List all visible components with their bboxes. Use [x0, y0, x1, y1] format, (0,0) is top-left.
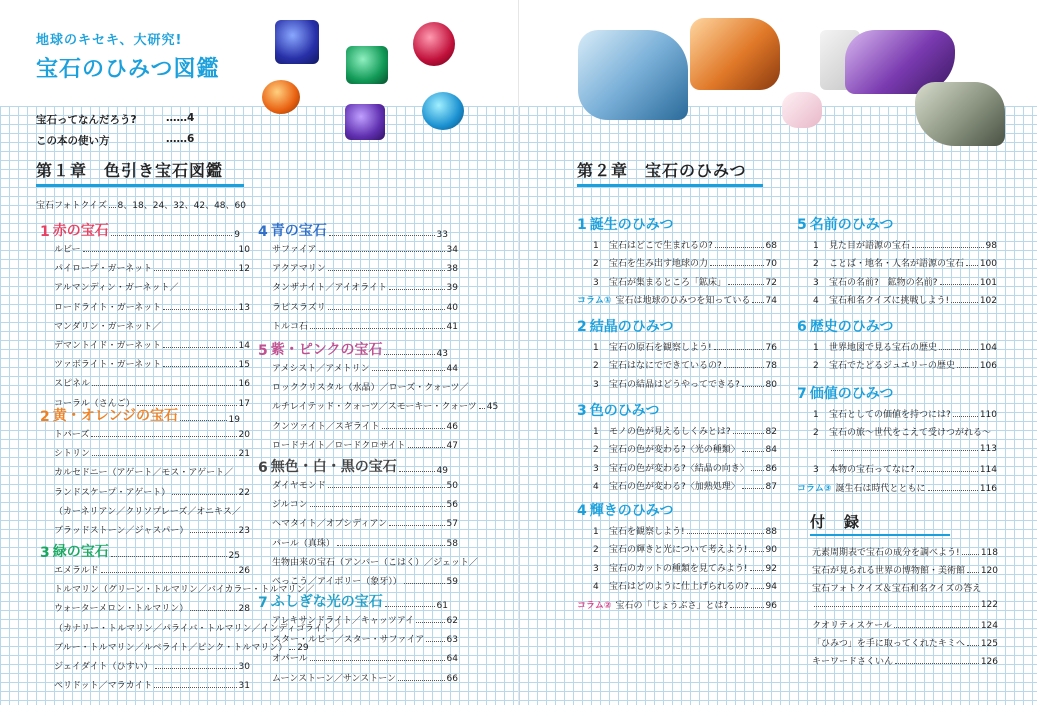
secret-list-item[interactable]: 1 世界地図で見る宝石の歴史 104: [813, 343, 997, 353]
gem-list-item[interactable]: ペリドット／マラカイト 31: [54, 681, 250, 692]
book-subtitle: 地球のキセキ、大研究!: [36, 33, 183, 48]
gem-list-item[interactable]: ルチレイテッド・クォーツ／スモーキー・クォーツ 45: [272, 402, 499, 413]
chapter-1-section-5[interactable]: 5 紫・ピンクの宝石 43: [258, 342, 448, 359]
chapter-1-section-1[interactable]: 1 赤の宝石 9: [40, 223, 240, 240]
topaz-crystal-icon: [690, 18, 780, 90]
gem-list-item[interactable]: （カーネリアン／クリソプレーズ／オニキス／: [54, 506, 241, 517]
gem-list-item[interactable]: ムーンストーン／サンストーン 66: [272, 673, 458, 684]
chapter-2-title: 第２章 宝石のひみつ: [577, 161, 747, 180]
secret-list-item[interactable]: 3 本物の宝石ってなに? 114: [813, 465, 997, 476]
rose-quartz-icon: [782, 92, 822, 128]
chapter-1-section-7[interactable]: 7 ふしぎな光の宝石 61: [258, 594, 448, 611]
chapter-1-section-2[interactable]: 2 黄・オレンジの宝石 19: [40, 408, 240, 425]
book-title: 宝石のひみつ図鑑: [36, 57, 220, 82]
chapter-2-section-6[interactable]: 6 歴史のひみつ: [797, 319, 894, 335]
emerald-gem-icon: [346, 46, 388, 84]
gem-list-item[interactable]: アメシスト／アメトリン 44: [272, 364, 458, 374]
gem-list-item[interactable]: アルマンディン・ガーネット／: [54, 283, 179, 294]
secret-list-item[interactable]: 2 宝石の色が変わる?〈光の種類〉 84: [593, 445, 777, 456]
secret-list-item[interactable]: 1 宝石の原石を観察しよう! 76: [593, 343, 777, 353]
gem-list-item[interactable]: エメラルド 26: [54, 566, 250, 576]
secret-list-item[interactable]: 1 宝石を観察しよう! 88: [593, 527, 777, 537]
secret-list-item[interactable]: 2 ことば・地名・人名が語源の宝石 100: [813, 259, 997, 270]
secret-list-item[interactable]: 2 宝石でたどるジュエリーの歴史 106: [813, 361, 997, 372]
gem-list-item[interactable]: クンツァイト／スギライト 46: [272, 421, 458, 432]
chapter-2-section-1[interactable]: 1 誕生のひみつ: [577, 217, 674, 233]
gem-list-item[interactable]: ダイヤモンド 50: [272, 481, 458, 491]
column-item[interactable]: コラム① 宝石は地球のひみつを知っている 74: [577, 296, 777, 307]
appendix-item[interactable]: 「ひみつ」を手に取ってくれたキミへ 125: [812, 639, 998, 649]
chapter-1-section-3[interactable]: 3 緑の宝石 25: [40, 544, 240, 561]
appendix-item[interactable]: クオリティスケール 124: [812, 620, 998, 631]
chapter-1-section-6[interactable]: 6 無色・白・黒の宝石 49: [258, 459, 448, 476]
chapter-2-section-7[interactable]: 7 価値のひみつ: [797, 386, 894, 402]
chapter-1-section-4[interactable]: 4 青の宝石 33: [258, 223, 448, 240]
secret-list-item[interactable]: 1 宝石はどこで生まれるの? 68: [593, 241, 777, 251]
gem-list-item[interactable]: カルセドニー（アゲート／モス・アゲート／: [54, 468, 234, 479]
appendix-item[interactable]: 宝石フォトクイズ＆宝石和名クイズの答え: [812, 584, 982, 595]
gem-list-item[interactable]: ルビー 10: [54, 245, 250, 255]
sapphire-gem-icon: [275, 20, 319, 64]
gem-list-item[interactable]: アクアマリン 38: [272, 264, 458, 275]
gem-list-item[interactable]: シトリン 21: [54, 449, 250, 460]
chapter-1-underline: [36, 184, 244, 187]
gem-list-item[interactable]: ツァボライト・ガーネット 15: [54, 360, 250, 371]
gem-list-item[interactable]: べっこう／アイボリー（象牙）） 59: [272, 577, 458, 587]
gem-list-item[interactable]: ウォーターメロン・トルマリン） 28: [54, 604, 250, 615]
gem-list-item[interactable]: マンダリン・ガーネット／: [54, 321, 162, 332]
gem-list-item[interactable]: ロードナイト／ロードクロサイト 47: [272, 440, 458, 451]
secret-list-item[interactable]: 3 宝石のカットの種類を見てみよう! 92: [593, 563, 777, 574]
gem-list-item[interactable]: ブラッドストーン／ジャスパー） 23: [54, 526, 250, 536]
secret-list-item[interactable]: 1 モノの色が見えるしくみとは? 82: [593, 427, 777, 437]
topaz-gem-icon: [422, 92, 464, 130]
gem-list-item[interactable]: ロッククリスタル（水晶）／ローズ・クォーツ／: [272, 383, 469, 394]
secret-list-item[interactable]: 3 宝石の色が変わる?〈結晶の向き〉 86: [593, 463, 777, 474]
gem-list-item[interactable]: ジルコン 56: [272, 500, 458, 511]
aquamarine-crystal-icon: [578, 30, 688, 120]
appendix-item[interactable]: キーワードさくいん 126: [812, 657, 998, 668]
gem-list-item[interactable]: ブルー・トルマリン／ルベライト／ピンク・トルマリン） 29: [54, 642, 309, 653]
gem-list-item[interactable]: サファイア 34: [272, 245, 458, 255]
chapter-2-section-4[interactable]: 4 輝きのひみつ: [577, 503, 674, 519]
secret-list-item[interactable]: 4 宝石和名クイズに挑戦しよう! 102: [813, 296, 997, 307]
secret-list-item[interactable]: 2 宝石の輝きと光について考えよう! 90: [593, 545, 777, 556]
chapter-2-section-5[interactable]: 5 名前のひみつ: [797, 217, 894, 233]
gem-list-item[interactable]: （カナリー・トルマリン／パライバ・トルマリン／インディゴライト／: [54, 623, 341, 634]
ruby-gem-icon: [413, 22, 455, 66]
appendix-item[interactable]: 宝石が見られる世界の博物館・美術館 120: [812, 566, 998, 577]
gem-list-item[interactable]: タンザナイト／アイオライト 39: [272, 283, 458, 294]
intro-item[interactable]: この本の使い方 ……6: [36, 133, 195, 147]
gem-list-item[interactable]: トパーズ 20: [54, 430, 250, 440]
column-item[interactable]: コラム② 宝石の「じょうぶさ」とは? 96: [577, 600, 777, 611]
secret-list-item[interactable]: 4 宝石はどのように仕上げられるの? 94: [593, 582, 777, 593]
gem-list-item[interactable]: ヘマタイト／オブシディアン 57: [272, 519, 458, 530]
gem-list-item[interactable]: ラピスラズリ 40: [272, 302, 458, 313]
gem-list-item[interactable]: オパール 64: [272, 654, 458, 665]
gem-list-item[interactable]: スター・ルビー／スター・サファイア 63: [272, 635, 458, 646]
appendix-underline: [810, 534, 950, 536]
gem-list-item[interactable]: コーラル（さんご） 17: [54, 398, 250, 409]
photo-quiz-row[interactable]: 宝石フォトクイズ 8、18、24、32、42、48、60: [36, 201, 246, 211]
gem-list-item[interactable]: ランドスケープ・アゲート） 22: [54, 487, 250, 498]
appendix-title: 付 録: [810, 513, 862, 531]
secret-list-item[interactable]: 3 宝石の結晶はどうやってできる? 80: [593, 379, 777, 390]
secret-list-item[interactable]: 2 宝石はなにでできているの? 78: [593, 361, 777, 372]
chapter-2-underline: [577, 184, 763, 187]
secret-list-item[interactable]: 1 見た目が語源の宝石 98: [813, 241, 997, 251]
secret-list-item[interactable]: 2 宝石の旅〜世代をこえて受けつがれる〜: [813, 428, 992, 439]
secret-list-item[interactable]: 2 宝石を生み出す地球の力 70: [593, 259, 777, 270]
gem-list-item[interactable]: ジェイダイト（ひすい） 30: [54, 662, 250, 672]
secret-list-item[interactable]: 113: [813, 444, 997, 454]
gem-list-item[interactable]: スピネル 16: [54, 379, 250, 390]
appendix-item[interactable]: 122: [812, 600, 998, 610]
chapter-2-section-2[interactable]: 2 結晶のひみつ: [577, 319, 674, 335]
gem-list-item[interactable]: デマントイド・ガーネット 14: [54, 341, 250, 351]
gem-list-item[interactable]: パイロープ・ガーネット 12: [54, 264, 250, 275]
secret-list-item[interactable]: 4 宝石の色が変わる?〈加熱処理〉 87: [593, 482, 777, 493]
intro-item[interactable]: 宝石ってなんだろう? ……4: [36, 112, 195, 126]
secret-list-item[interactable]: 1 宝石としての価値を持つには? 110: [813, 410, 997, 420]
chapter-2-section-3[interactable]: 3 色のひみつ: [577, 403, 660, 419]
gem-list-item[interactable]: トルコ石 41: [272, 321, 458, 332]
gem-list-item[interactable]: トルマリン（グリーン・トルマリン／バイカラー・トルマリン／: [54, 585, 315, 596]
gem-list-item[interactable]: 生物由来の宝石（アンバー（こはく）／ジェット／: [272, 557, 478, 568]
gem-list-item[interactable]: パール（真珠） 58: [272, 538, 458, 549]
orange-gem-icon: [262, 80, 300, 114]
chapter-1-title: 第１章 色引き宝石図鑑: [36, 161, 224, 180]
purple-gem-icon: [345, 104, 385, 140]
column-item[interactable]: コラム③ 誕生石は時代とともに 116: [797, 483, 997, 494]
secret-list-item[interactable]: 3 宝石の名前? 鉱物の名前? 101: [813, 277, 997, 288]
secret-list-item[interactable]: 3 宝石が集まるところ「鉱床」 72: [593, 277, 777, 288]
gem-list-item[interactable]: ロードライト・ガーネット 13: [54, 302, 250, 313]
appendix-item[interactable]: 元素周期表で宝石の成分を調べよう! 118: [812, 548, 998, 558]
gem-list-item[interactable]: アレキサンドライト／キャッツアイ 62: [272, 616, 458, 626]
emerald-rock-icon: [915, 82, 1005, 146]
